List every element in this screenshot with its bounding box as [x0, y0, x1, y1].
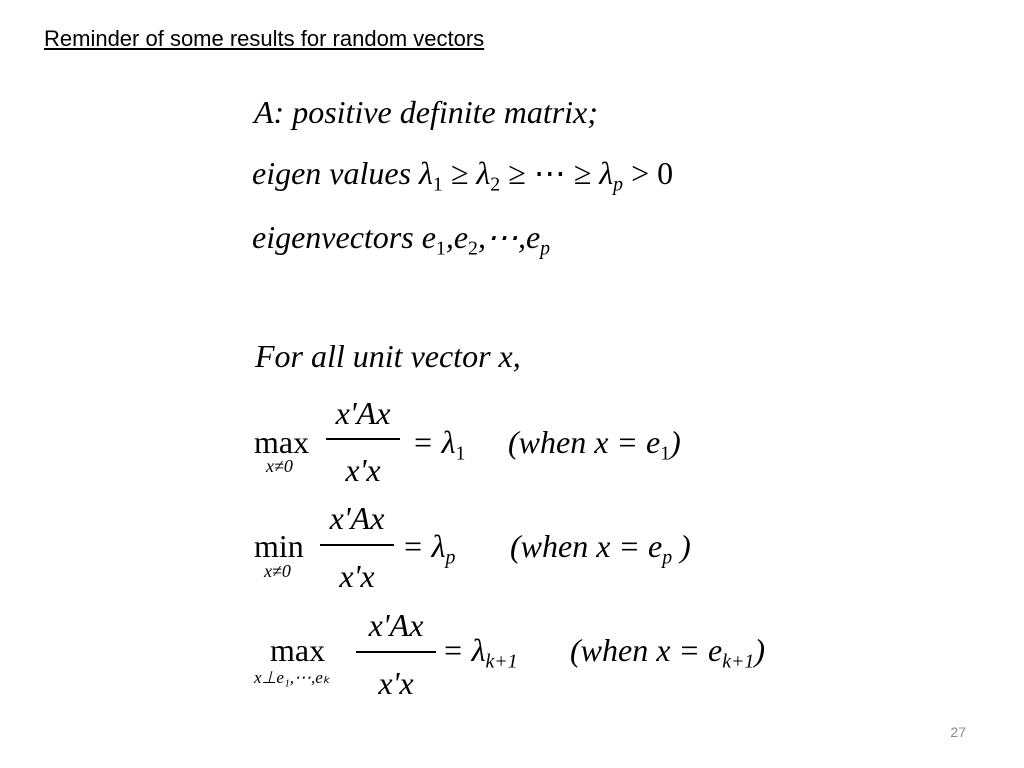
slide-title: Reminder of some results for random vectors [44, 26, 485, 51]
constrained-max-condition: (when $x = e_{k+1}$) [570, 632, 765, 673]
max-numerator: x'Ax [335, 395, 391, 431]
max-fraction-bar [326, 438, 400, 440]
matrix-symbol: A [254, 94, 274, 130]
min-fraction-bar [320, 544, 394, 546]
definition-line-matrix [254, 94, 598, 131]
max-operator: max [254, 424, 310, 460]
definition-line-eigenvectors [252, 218, 550, 260]
min-condition: (when $x = e_p$ ) [510, 528, 691, 569]
unit-vector-intro: For all unit vector x, [255, 338, 521, 374]
eigenvalues-label: eigen values [252, 155, 412, 191]
min-numerator: x'Ax [329, 500, 385, 536]
constrained-max-numerator: x'Ax [368, 607, 424, 643]
definition-line-eigenvalues: eigen values $\lambda_1 \ge \lambda_2$ ≥ ⋯ ≥ $\lambda_p > 0$ [252, 155, 674, 196]
min-result: = $\lambda_p$ [402, 528, 456, 569]
min-denominator: x'x [339, 558, 375, 594]
matrix-description: : positive definite matrix; [273, 94, 598, 130]
constrained-max-operator: max [270, 632, 326, 668]
max-denominator: x'x [345, 452, 381, 488]
eigenvalue-ordering: $\lambda_1$ [419, 155, 443, 196]
max-limit: x≠0 [266, 456, 293, 476]
constrained-max-fraction-bar [356, 651, 436, 653]
min-operator: min [254, 528, 304, 564]
constrained-max-limit: x⊥e₁,⋯,eₖ [254, 668, 331, 687]
eigenvectors-label: eigenvectors [252, 219, 414, 255]
constrained-max-result: = $\lambda_{k+1}$ [442, 632, 518, 673]
max-result: = $\lambda_1$ [412, 424, 466, 465]
eigenvector-list: $e_1,e_2,\cdots,e_p$ [421, 219, 551, 260]
max-condition: (when $x = e_1$) [508, 424, 681, 465]
min-limit: x≠0 [264, 561, 291, 581]
constrained-max-denominator: x'x [378, 665, 414, 701]
page-number: 27 [950, 724, 966, 740]
